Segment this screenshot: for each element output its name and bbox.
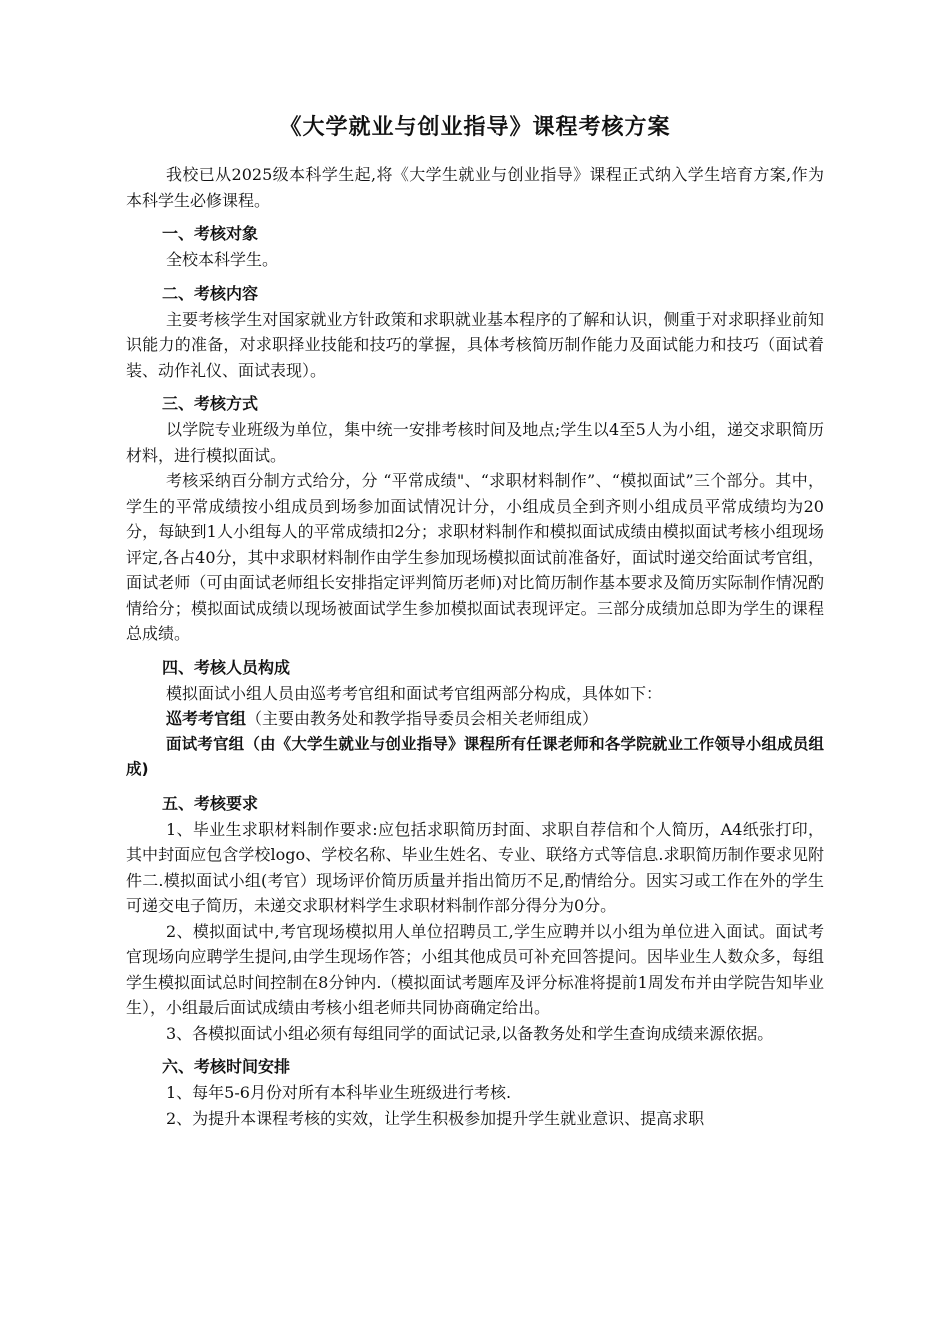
document-body	[126, 162, 824, 1131]
section-heading-content: 二、考核内容	[162, 283, 259, 303]
section-heading-target: 一、考核对象	[162, 224, 259, 243]
section-heading-requirements: 五、考核要求	[162, 793, 259, 813]
section-method-text-2: 考核采纳百分制方式给分，分 “平常成绩"、“求职材料制作”、“模拟面试”三个部分。其中，学生的平常成绩按小组成员到场参加面试情况计分，小组成员全到齐则小组成员平常成绩均为20分，每缺到1人小组每人的平常成绩扣2分；求职材料制作和模拟面试成绩由模拟面试考核小组现场评定,各占40分，其中求职材料制作由学生参加现场模拟面试前准备好，面试时递交给面试考官组，面试老师（可由面试老师组长安排指定评判简历老师)对比简历制作基本要求及简历实际制作情况酌情给分；模拟面试成绩以现场被面试学生参加模拟面试表现评定。三部分成绩加总即为学生的课程总成绩。	[126, 471, 824, 643]
section-heading-method: 三、考核方式	[162, 394, 259, 413]
patrol-group-label: 巡考考官组	[166, 709, 247, 728]
section-method-text-1: 以学院专业班级为单位，集中统一安排考核时间及地点;学生以4至5人为小组，递交求职简历材料，进行模拟面试。	[126, 420, 824, 465]
section-target-text: 全校本科学生。	[166, 250, 279, 269]
section-schedule-text-1: 1、每年5-6月份对所有本科毕业生班级进行考核.	[166, 1083, 512, 1102]
section-schedule-text-2: 2、为提升本课程考核的实效，让学生积极参加提升学生就业意识、提高求职	[166, 1108, 705, 1128]
section-requirements-text-2: 2、模拟面试中,考官现场模拟用人单位招聘员工,学生应聘并以小组为单位进入面试。面试考官现场向应聘学生提问,由学生现场作答；小组其他成员可补充回答提问。因毕业生人数众多，每组学生模拟面试总时间控制在8分钟内.（模拟面试考题库及评分标准将提前1周发布并由学院告知毕业生），小组最后面试成绩由考核小组老师共同协商确定给出。	[126, 921, 824, 1017]
section-requirements-text-1: 1、毕业生求职材料制作要求:应包括求职简历封面、求职自荐信和个人简历，A4纸张打印，其中封面应包含学校logo、学校名称、毕业生姓名、专业、联络方式等信息.求职简历制作要求见附件二.模拟面试小组(考官）现场评价简历质量并指出简历不足,酌情给分。因实习或工作在外的学生可递交电子简历，未递交求职材料学生求职材料制作部分得分为0分。	[126, 819, 824, 915]
section-personnel-text-1: 模拟面试小组人员由巡考考官组和面试考官组两部分构成，具体如下：	[166, 683, 663, 703]
section-heading-personnel: 四、考核人员构成	[162, 657, 291, 677]
section-personnel-text-3: 面试考官组（由《大学生就业与创业指导》课程所有任课老师和各学院就业工作领导小组成员组成)	[126, 734, 824, 778]
patrol-group-desc: （主要由教务处和教学指导委员会相关老师组成）	[246, 709, 599, 728]
section-heading-schedule: 六、考核时间安排	[162, 1057, 291, 1076]
intro-paragraph: 我校已从2025级本科学生起,将《大学生就业与创业指导》课程正式纳入学生培育方案,作为本科学生必修课程。	[126, 165, 824, 210]
section-requirements-text-3: 3、各模拟面试小组必须有每组同学的面试记录,以备教务处和学生查询成绩来源依据。	[166, 1023, 774, 1043]
section-content-text: 主要考核学生对国家就业方针政策和求职就业基本程序的了解和认识，侧重于对求职择业前知识能力的准备，对求职择业技能和技巧的掌握，具体考核简历制作能力及面试能力和技巧（面试着装、动作礼仪、面试表现）。	[126, 309, 824, 380]
section-personnel-text-2	[126, 706, 824, 732]
document-title: 《大学就业与创业指导》课程考核方案	[279, 115, 671, 140]
